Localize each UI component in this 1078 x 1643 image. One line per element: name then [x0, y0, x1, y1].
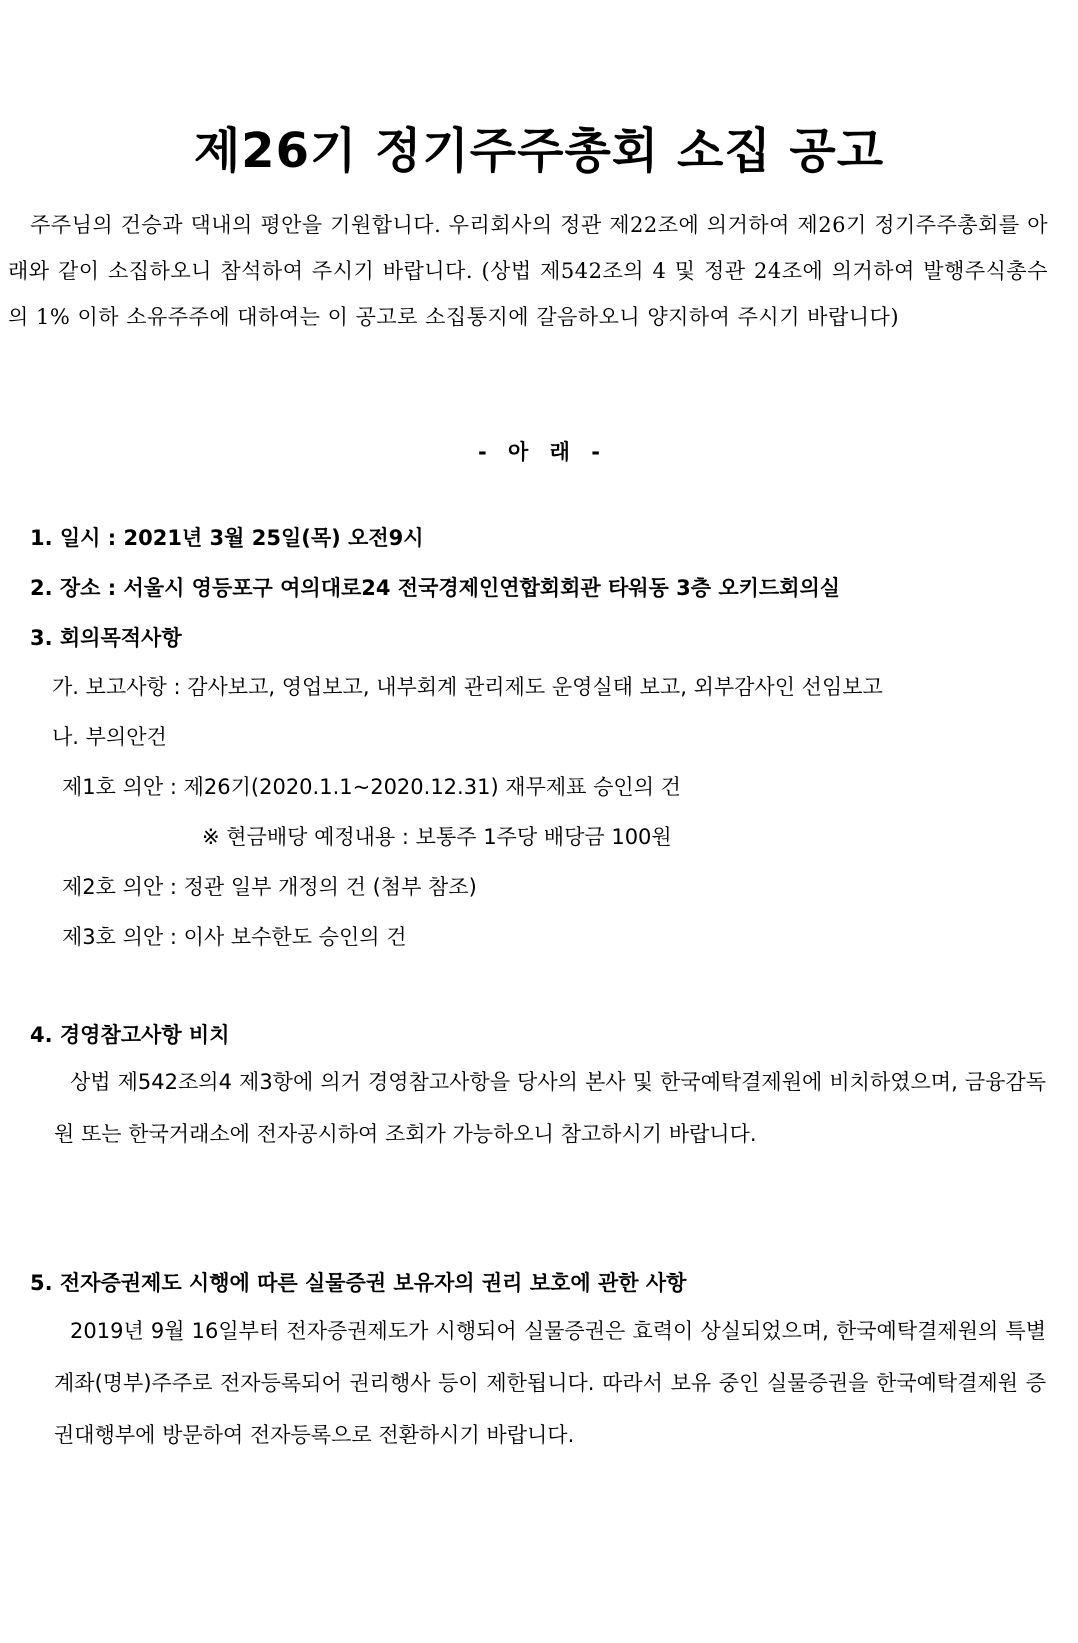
intro-paragraph: 주주님의 건승과 댁내의 평안을 기원합니다. 우리회사의 정관 제22조에 의거하여 제26기 정기주주총회를 아래와 같이 소집하오니 참석하여 주시기 바랍니다. (상법 제542조의 4 및 정관 24조에 의거하여 발행주식총수의 1% 이하 소유주주에 대하여는 이 공고로 소집통지에 갈음하오니 양지하여 주시기 바랍니다)	[8, 213, 1048, 329]
item-date: 1. 일시 : 2021년 3월 25일(목) 오전9시	[30, 526, 424, 550]
item-report: 가. 보고사항 : 감사보고, 영업보고, 내부회계 관리제도 운영실태 보고, 외부감사인 선임보고	[52, 675, 883, 699]
section-5-title: 5. 전자증권제도 시행에 따른 실물증권 보유자의 권리 보호에 관한 사항	[30, 1271, 687, 1295]
resolution-2: 제2호 의안 : 정관 일부 개정의 건 (첨부 참조)	[62, 875, 477, 899]
item-place: 2. 장소 : 서울시 영등포구 여의대로24 전국경제인연합회회관 타워동 3층 오키드회의실	[30, 576, 841, 600]
section-4-title: 4. 경영참고사항 비치	[30, 1023, 230, 1047]
resolution-1: 제1호 의안 : 제26기(2020.1.1~2020.12.31) 재무제표 승인의 건	[62, 775, 681, 799]
section-4-body: 상법 제542조의4 제3항에 의거 경영참고사항을 당사의 본사 및 한국예탁결제원에 비치하였으며, 금융감독원 또는 한국거래소에 전자공시하여 조회가 가능하오니 참고하시기 바랍니다.	[54, 1070, 1046, 1146]
item-resolutions-title: 나. 부의안건	[52, 725, 167, 749]
section-5-body: 2019년 9월 16일부터 전자증권제도가 시행되어 실물증권은 효력이 상실되었으며, 한국예탁결제원의 특별계좌(명부)주주로 전자등록되어 권리행사 등이 제한됩니다. 따라서 보유 중인 실물증권을 한국예탁결제원 증권대행부에 방문하여 전자등록으로 전환하시기 바랍니다.	[54, 1319, 1046, 1447]
resolution-1-note: ※ 현금배당 예정내용 : 보통주 1주당 배당금 100원	[202, 825, 672, 849]
resolution-3: 제3호 의안 : 이사 보수한도 승인의 건	[62, 925, 407, 949]
notice-title: 제26기 정기주주총회 소집 공고	[193, 123, 885, 179]
item-agenda-title: 3. 회의목적사항	[30, 626, 182, 650]
section-heading: - 아 래 -	[478, 440, 600, 464]
